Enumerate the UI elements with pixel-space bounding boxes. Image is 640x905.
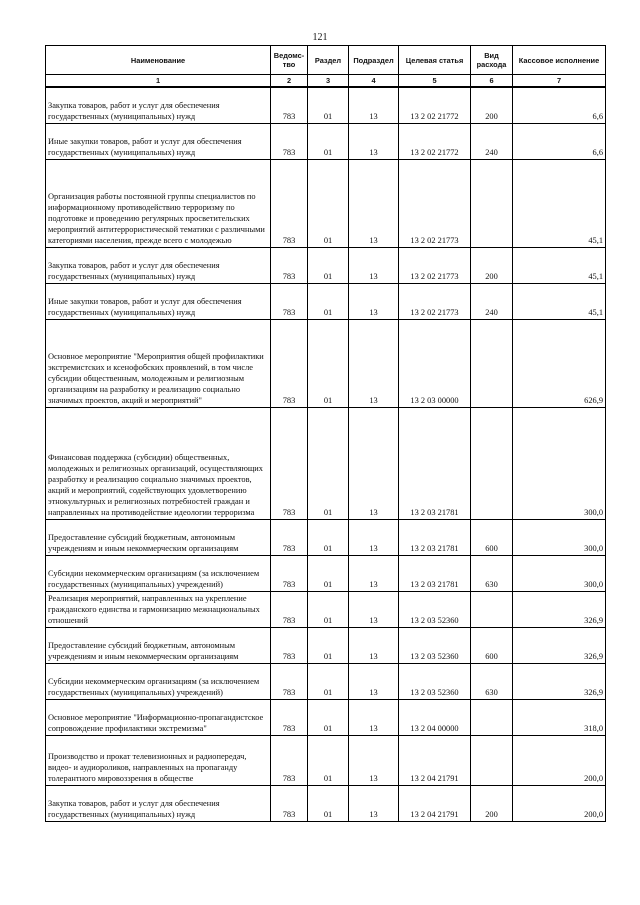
row-name: Иные закупки товаров, работ и услуг для обеспечения государственных (муниципальных) нужд bbox=[46, 123, 271, 159]
row-expense-type: 200 bbox=[471, 87, 513, 123]
table-row bbox=[46, 699, 606, 735]
row-expense-type: 600 bbox=[471, 519, 513, 555]
row-amount: 326,9 bbox=[513, 591, 606, 627]
row-name: Финансовая поддержка (субсидии) общественных, молодежных и религиозных организаций, осуществляющих разработку и реализацию социально значимых проектов, акций и мероприятий, содействующих удовлетворению этнокультурных и религиозных потребностей граждан и направленных на противодействие идеологии терроризма bbox=[46, 407, 271, 519]
row-subsection: 13 bbox=[349, 555, 399, 591]
row-department: 783 bbox=[271, 87, 308, 123]
row-department: 783 bbox=[271, 283, 308, 319]
row-target-article: 13 2 03 00000 bbox=[399, 319, 471, 407]
header-subsection: Подраздел bbox=[349, 46, 399, 75]
row-section: 01 bbox=[308, 699, 349, 735]
row-name: Производство и прокат телевизионных и радиопередач, видео- и аудиороликов, направленных на пропаганду толерантного мировоззрения в обществе bbox=[46, 735, 271, 785]
row-target-article: 13 2 02 21773 bbox=[399, 283, 471, 319]
row-section: 01 bbox=[308, 591, 349, 627]
row-amount: 300,0 bbox=[513, 555, 606, 591]
row-name: Иные закупки товаров, работ и услуг для обеспечения государственных (муниципальных) нужд bbox=[46, 283, 271, 319]
table-row bbox=[46, 247, 606, 283]
row-expense-type: 240 bbox=[471, 123, 513, 159]
row-section: 01 bbox=[308, 319, 349, 407]
row-department: 783 bbox=[271, 319, 308, 407]
row-target-article: 13 2 02 21772 bbox=[399, 123, 471, 159]
table-row bbox=[46, 283, 606, 319]
column-number: 3 bbox=[308, 75, 349, 88]
table-row bbox=[46, 87, 606, 123]
row-name: Реализация мероприятий, направленных на укрепление гражданского единства и гармонизацию межнациональных отношений bbox=[46, 591, 271, 627]
table-row bbox=[46, 735, 606, 785]
table-row bbox=[46, 159, 606, 247]
row-section: 01 bbox=[308, 87, 349, 123]
row-name: Субсидии некоммерческим организациям (за исключением государственных (муниципальных) учреждений) bbox=[46, 663, 271, 699]
row-target-article: 13 2 04 00000 bbox=[399, 699, 471, 735]
row-section: 01 bbox=[308, 627, 349, 663]
header-row bbox=[46, 46, 606, 75]
row-expense-type: 630 bbox=[471, 555, 513, 591]
row-subsection: 13 bbox=[349, 735, 399, 785]
table-row bbox=[46, 555, 606, 591]
row-target-article: 13 2 02 21773 bbox=[399, 247, 471, 283]
row-amount: 45,1 bbox=[513, 283, 606, 319]
row-department: 783 bbox=[271, 627, 308, 663]
row-section: 01 bbox=[308, 785, 349, 821]
table-row bbox=[46, 407, 606, 519]
row-department: 783 bbox=[271, 735, 308, 785]
row-name: Предоставление субсидий бюджетным, автономным учреждениям и иным некоммерческим организациям bbox=[46, 627, 271, 663]
row-department: 783 bbox=[271, 159, 308, 247]
row-amount: 626,9 bbox=[513, 319, 606, 407]
row-amount: 45,1 bbox=[513, 159, 606, 247]
row-expense-type bbox=[471, 735, 513, 785]
row-section: 01 bbox=[308, 283, 349, 319]
header-cash-execution: Кассовое исполнение bbox=[513, 46, 606, 75]
row-department: 783 bbox=[271, 591, 308, 627]
row-target-article: 13 2 03 21781 bbox=[399, 407, 471, 519]
row-target-article: 13 2 03 21781 bbox=[399, 519, 471, 555]
row-name: Организация работы постоянной группы специалистов по информационному противодействию терроризму по подготовке и проведению регулярных просветительских мероприятий антитеррористической тематики с различными категориями населения, прежде всего с молодежью bbox=[46, 159, 271, 247]
row-target-article: 13 2 03 52360 bbox=[399, 663, 471, 699]
row-section: 01 bbox=[308, 519, 349, 555]
table-row bbox=[46, 319, 606, 407]
row-department: 783 bbox=[271, 785, 308, 821]
column-number: 6 bbox=[471, 75, 513, 88]
row-section: 01 bbox=[308, 663, 349, 699]
row-name: Основное мероприятие "Информационно-пропагандистское сопровождение профилактики экстремизма" bbox=[46, 699, 271, 735]
row-amount: 326,9 bbox=[513, 663, 606, 699]
row-department: 783 bbox=[271, 519, 308, 555]
row-target-article: 13 2 02 21772 bbox=[399, 87, 471, 123]
row-name: Предоставление субсидий бюджетным, автономным учреждениям и иным некоммерческим организациям bbox=[46, 519, 271, 555]
row-amount: 326,9 bbox=[513, 627, 606, 663]
row-section: 01 bbox=[308, 247, 349, 283]
table-row bbox=[46, 123, 606, 159]
row-department: 783 bbox=[271, 663, 308, 699]
row-expense-type: 630 bbox=[471, 663, 513, 699]
row-department: 783 bbox=[271, 699, 308, 735]
column-number: 5 bbox=[399, 75, 471, 88]
row-subsection: 13 bbox=[349, 123, 399, 159]
header-section: Раздел bbox=[308, 46, 349, 75]
row-amount: 6,6 bbox=[513, 87, 606, 123]
column-number: 2 bbox=[271, 75, 308, 88]
row-section: 01 bbox=[308, 555, 349, 591]
column-number: 4 bbox=[349, 75, 399, 88]
row-expense-type bbox=[471, 591, 513, 627]
row-target-article: 13 2 03 52360 bbox=[399, 591, 471, 627]
page-number: 121 bbox=[312, 32, 328, 43]
row-subsection: 13 bbox=[349, 699, 399, 735]
table-row bbox=[46, 785, 606, 821]
row-target-article: 13 2 04 21791 bbox=[399, 735, 471, 785]
row-subsection: 13 bbox=[349, 283, 399, 319]
row-expense-type: 200 bbox=[471, 247, 513, 283]
row-target-article: 13 2 02 21773 bbox=[399, 159, 471, 247]
row-subsection: 13 bbox=[349, 785, 399, 821]
row-section: 01 bbox=[308, 407, 349, 519]
row-expense-type: 200 bbox=[471, 785, 513, 821]
row-name: Основное мероприятие "Мероприятия общей профилактики экстремистских и ксенофобских проявлений, в том числе субсидии общественным, молодежным и религиозным организациям на разработку и реализацию социально значимых проектов, акций и мероприятий" bbox=[46, 319, 271, 407]
budget-table bbox=[45, 45, 606, 822]
row-name: Субсидии некоммерческим организациям (за исключением государственных (муниципальных) учреждений) bbox=[46, 555, 271, 591]
header-name: Наименование bbox=[46, 46, 271, 75]
row-target-article: 13 2 03 21781 bbox=[399, 555, 471, 591]
column-number-row bbox=[46, 75, 606, 88]
row-section: 01 bbox=[308, 159, 349, 247]
header-department: Ведомс-тво bbox=[271, 46, 308, 75]
row-subsection: 13 bbox=[349, 247, 399, 283]
row-subsection: 13 bbox=[349, 627, 399, 663]
row-subsection: 13 bbox=[349, 159, 399, 247]
table-row bbox=[46, 591, 606, 627]
row-name: Закупка товаров, работ и услуг для обеспечения государственных (муниципальных) нужд bbox=[46, 785, 271, 821]
row-amount: 200,0 bbox=[513, 785, 606, 821]
row-subsection: 13 bbox=[349, 519, 399, 555]
row-expense-type: 240 bbox=[471, 283, 513, 319]
table-row bbox=[46, 663, 606, 699]
header-target-article: Целевая статья bbox=[399, 46, 471, 75]
row-amount: 300,0 bbox=[513, 407, 606, 519]
row-subsection: 13 bbox=[349, 319, 399, 407]
column-number: 1 bbox=[46, 75, 271, 88]
row-target-article: 13 2 03 52360 bbox=[399, 627, 471, 663]
table-row bbox=[46, 627, 606, 663]
row-expense-type bbox=[471, 159, 513, 247]
table-body bbox=[46, 87, 606, 821]
row-section: 01 bbox=[308, 123, 349, 159]
row-section: 01 bbox=[308, 735, 349, 785]
row-target-article: 13 2 04 21791 bbox=[399, 785, 471, 821]
row-name: Закупка товаров, работ и услуг для обеспечения государственных (муниципальных) нужд bbox=[46, 247, 271, 283]
row-expense-type bbox=[471, 319, 513, 407]
row-department: 783 bbox=[271, 555, 308, 591]
row-amount: 45,1 bbox=[513, 247, 606, 283]
row-amount: 300,0 bbox=[513, 519, 606, 555]
row-amount: 318,0 bbox=[513, 699, 606, 735]
row-expense-type: 600 bbox=[471, 627, 513, 663]
row-department: 783 bbox=[271, 407, 308, 519]
row-name: Закупка товаров, работ и услуг для обеспечения государственных (муниципальных) нужд bbox=[46, 87, 271, 123]
row-department: 783 bbox=[271, 123, 308, 159]
header-expense-type: Вид расхода bbox=[471, 46, 513, 75]
row-department: 783 bbox=[271, 247, 308, 283]
row-subsection: 13 bbox=[349, 591, 399, 627]
row-amount: 200,0 bbox=[513, 735, 606, 785]
row-expense-type bbox=[471, 407, 513, 519]
row-expense-type bbox=[471, 699, 513, 735]
column-number: 7 bbox=[513, 75, 606, 88]
table-row bbox=[46, 519, 606, 555]
row-amount: 6,6 bbox=[513, 123, 606, 159]
row-subsection: 13 bbox=[349, 407, 399, 519]
row-subsection: 13 bbox=[349, 663, 399, 699]
row-subsection: 13 bbox=[349, 87, 399, 123]
